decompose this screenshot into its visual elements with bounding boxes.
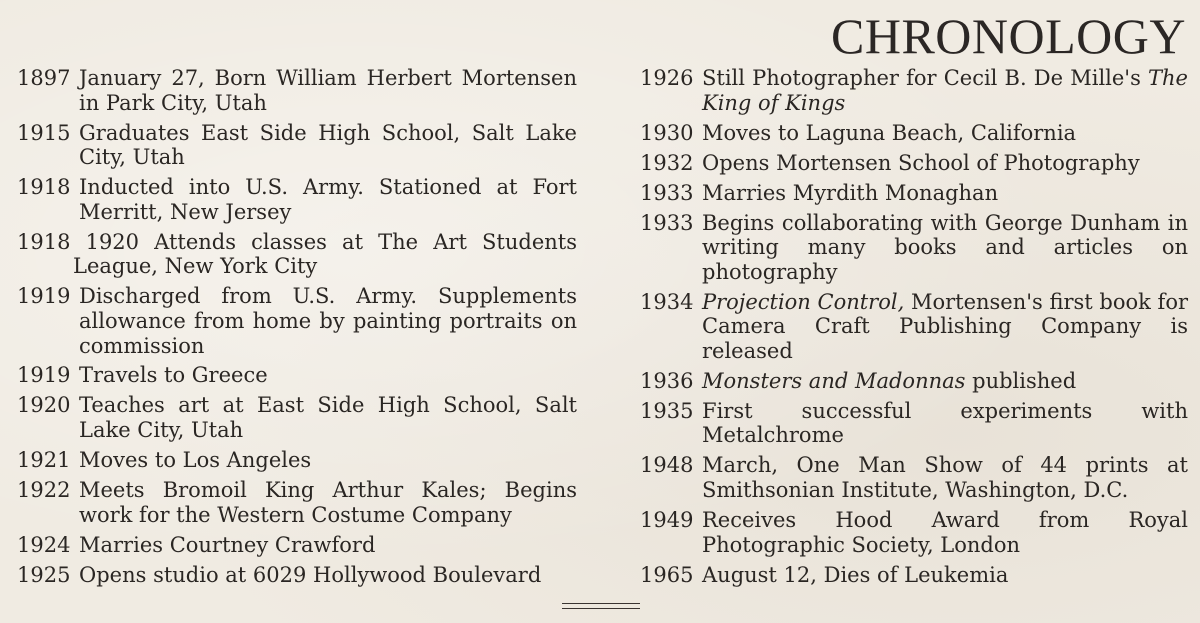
entry-text: Meets Bromoil King Arthur Kales; Begins work for the Western Costume Company bbox=[79, 478, 577, 527]
entry-text-with-range bbox=[17, 229, 577, 279]
entry-year: 1919 bbox=[17, 363, 71, 388]
entry-year: 1918 bbox=[17, 175, 71, 200]
chronology-entry bbox=[17, 448, 577, 473]
chronology-entry bbox=[640, 563, 1188, 588]
entry-text: Travels to Greece bbox=[79, 363, 268, 388]
entry-text-block bbox=[702, 290, 1188, 364]
entry-text: Marries Courtney Crawford bbox=[79, 532, 376, 557]
entry-text: January 27, Born William Herbert Mortensen in Park City, Utah bbox=[79, 66, 577, 115]
chronology-entry bbox=[17, 230, 577, 279]
book-title: Projection Control, bbox=[702, 289, 905, 314]
chronology-entry bbox=[17, 175, 577, 224]
entry-text: Moves to Los Angeles bbox=[79, 448, 312, 473]
chronology-entry bbox=[17, 363, 577, 388]
chronology-entry bbox=[17, 121, 577, 170]
entry-year: 1932 bbox=[640, 150, 694, 175]
entry-text: Moves to Laguna Beach, California bbox=[702, 120, 1077, 145]
double-rule-bottom bbox=[562, 608, 640, 609]
entry-text: Opens studio at 6029 Hollywood Boulevard bbox=[79, 562, 542, 587]
chronology-entry bbox=[640, 399, 1188, 448]
entry-year: 1930 bbox=[640, 120, 694, 145]
entry-year: 1934 bbox=[640, 289, 694, 314]
entry-year: 1965 bbox=[640, 562, 694, 587]
entry-year: 1922 bbox=[17, 478, 71, 503]
chronology-entry bbox=[17, 393, 577, 442]
entry-text: Discharged from U.S. Army. Supplements allowance from home by painting portraits on commission bbox=[79, 284, 577, 358]
entry-text: Graduates East Side High School, Salt Lake City, Utah bbox=[79, 120, 577, 170]
chronology-entry bbox=[640, 508, 1188, 557]
chronology-entry bbox=[640, 453, 1188, 502]
entry-text-block bbox=[702, 66, 1188, 115]
chronology-entry bbox=[640, 66, 1188, 115]
film-title: The King of Kings bbox=[702, 66, 1188, 115]
entry-year: 1926 bbox=[640, 66, 694, 90]
entry-year: 1897 bbox=[17, 66, 71, 90]
entry-year: 1933 bbox=[640, 180, 694, 205]
entry-year: 1915 bbox=[17, 120, 71, 145]
entry-text: August 12, Dies of Leukemia bbox=[702, 562, 1009, 587]
entry-text: March, One Man Show of 44 prints at Smithsonian Institute, Washington, D.C. bbox=[702, 453, 1188, 503]
chronology-entry bbox=[17, 478, 577, 527]
chronology-entry bbox=[17, 66, 577, 115]
chronology-entry bbox=[17, 284, 577, 358]
entry-year: 1936 bbox=[640, 368, 694, 393]
entry-year: 1925 bbox=[17, 562, 71, 587]
entry-year: 1920 bbox=[17, 393, 71, 418]
chronology-entry bbox=[640, 290, 1188, 364]
entry-text: First successful experiments with Metalchrome bbox=[702, 398, 1188, 448]
entry-year: 1921 bbox=[17, 448, 71, 473]
entry-text: Opens Mortensen School of Photography bbox=[702, 150, 1140, 175]
entry-text: Teaches art at East Side High School, Salt Lake City, Utah bbox=[79, 393, 577, 443]
chronology-entry bbox=[17, 563, 577, 588]
book-title: Monsters and Madonnas bbox=[702, 368, 966, 393]
entry-year: 1935 bbox=[640, 398, 694, 423]
entry-year: 1924 bbox=[17, 532, 71, 557]
page-title: CHRONOLOGY bbox=[831, 8, 1186, 64]
entry-year: 1918 1920 bbox=[17, 229, 140, 254]
entry-text: Receives Hood Award from Royal Photographic Society, London bbox=[702, 508, 1188, 557]
entry-year: 1949 bbox=[640, 508, 694, 533]
double-rule-top bbox=[562, 603, 640, 604]
chronology-entry bbox=[640, 121, 1188, 146]
entry-text: Mortensen's first book for Camera Craft Publishing Company is released bbox=[702, 289, 1189, 363]
chronology-entry bbox=[640, 211, 1188, 285]
chronology-left-column bbox=[17, 66, 577, 593]
entry-text: published bbox=[972, 368, 1077, 393]
entry-year: 1933 bbox=[640, 210, 694, 235]
chronology-entry bbox=[640, 369, 1188, 394]
chronology-entry bbox=[17, 533, 577, 558]
entry-text: Inducted into U.S. Army. Stationed at Fort Merritt, New Jersey bbox=[79, 175, 577, 224]
chronology-right-column bbox=[640, 66, 1188, 593]
entry-text: Attends classes at The Art Students League, New York City bbox=[73, 229, 577, 279]
entry-year: 1948 bbox=[640, 453, 694, 478]
entry-text: Still Photographer for Cecil B. De Mille's bbox=[702, 66, 1141, 90]
entry-year: 1919 bbox=[17, 284, 71, 309]
entry-text: Begins collaborating with George Dunham in writing many books and articles on photography bbox=[702, 210, 1188, 284]
chronology-entry bbox=[640, 181, 1188, 206]
chronology-entry bbox=[640, 151, 1188, 176]
entry-text-block bbox=[702, 369, 1188, 394]
entry-text: Marries Myrdith Monaghan bbox=[702, 180, 999, 205]
